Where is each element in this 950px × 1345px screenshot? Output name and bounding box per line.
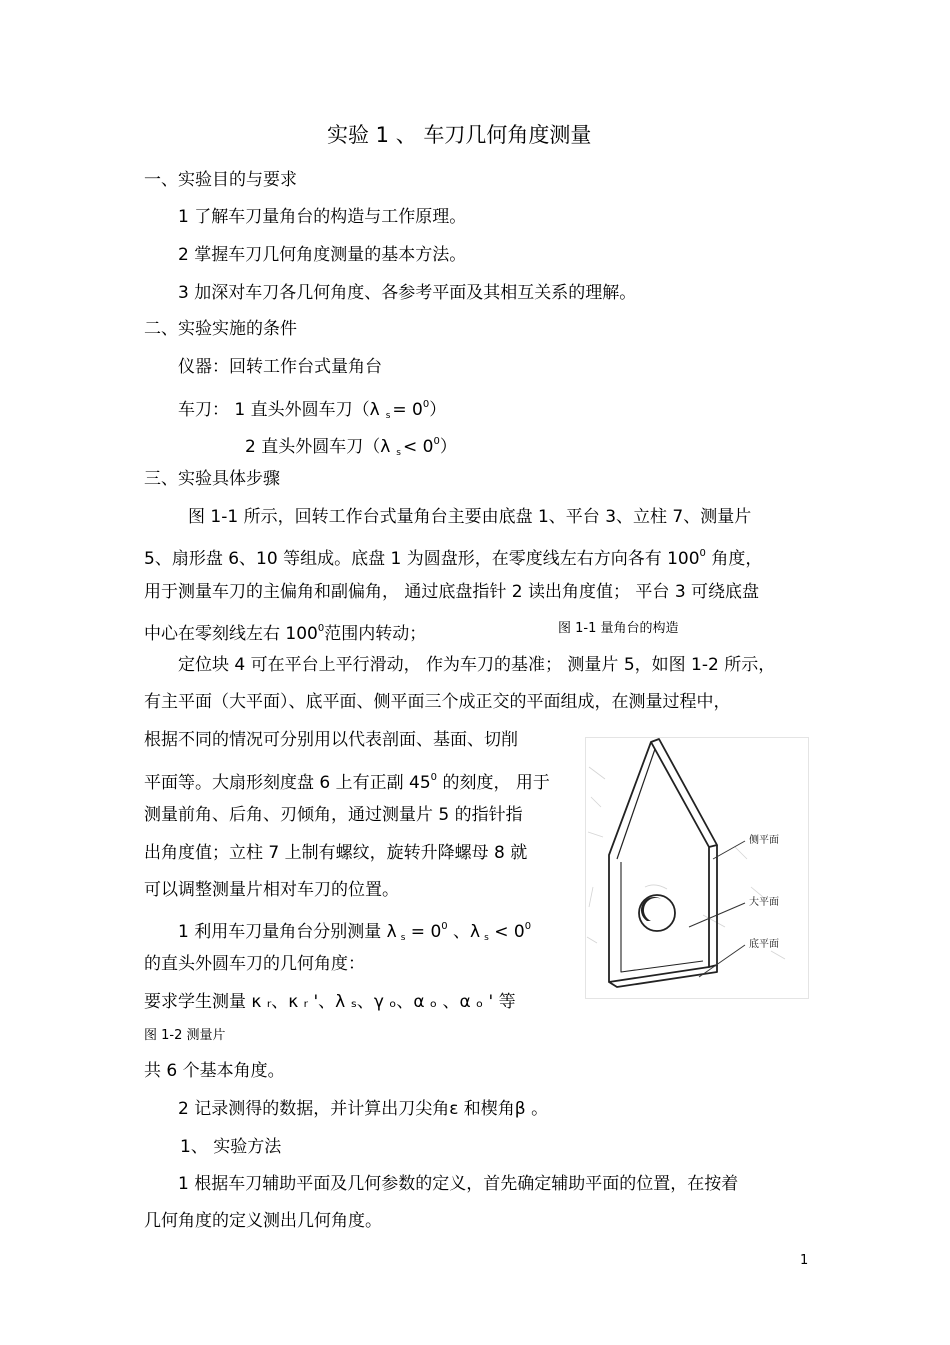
para-1-line-2-end: 角度， bbox=[705, 549, 763, 569]
para-4: 2 记录测得的数据，并计算出刀尖角ε 和楔角β 。 bbox=[178, 1099, 549, 1119]
objective-item-2: 2 掌握车刀几何角度测量的基本方法。 bbox=[178, 245, 467, 265]
para-3-line-1-sup-2: 0 bbox=[524, 921, 532, 932]
method-heading: 1、 实验方法 bbox=[180, 1137, 282, 1157]
figure-1-2-caption: 图 1-2 测量片 bbox=[144, 1028, 226, 1043]
para-3-line-2: 的直头外圆车刀的几何角度： bbox=[144, 954, 365, 974]
para-2-line-3: 根据不同的情况可分别用以代表剖面、基面、切削 bbox=[144, 730, 518, 750]
figure-1-1-caption: 图 1-1 量角台的构造 bbox=[558, 621, 679, 636]
tool-line-2-superscript: 0 bbox=[433, 436, 440, 447]
para-1-line-1: 图 1-1 所示，回转工作台式量角台主要由底盘 1、平台 3、立柱 7、测量片 bbox=[188, 507, 752, 527]
para-2-line-6: 出角度值；立柱 7 上制有螺纹，旋转升降螺母 8 就 bbox=[144, 843, 528, 863]
tool-line-2-subscript: s bbox=[396, 448, 401, 458]
tool-line-2-value: < 0 bbox=[402, 437, 434, 457]
para-3-line-3: 要求学生测量 κ ᵣ、κ ᵣ '、λ ₛ、γ ₒ、α ₒ 、α ₒ ' 等 bbox=[144, 992, 516, 1012]
para-1-line-4 bbox=[144, 619, 426, 644]
tool-line-1-superscript: 0 bbox=[422, 399, 430, 410]
tool-line-1-subscript: s bbox=[385, 411, 391, 421]
para-1-line-4-superscript: 0 bbox=[317, 623, 325, 634]
tool-line-2 bbox=[245, 432, 457, 463]
para-1-line-2-text: 5、扇形盘 6、10 等组成。底盘 1 为圆盘形，在零度线左右方向各有 100 bbox=[144, 549, 700, 569]
para-2-line-4 bbox=[144, 768, 550, 793]
page-title: 实验 1 、 车刀几何角度测量 bbox=[327, 123, 592, 147]
tool-line-2-close: ） bbox=[439, 437, 457, 457]
para-2-line-2: 有主平面（大平面）、底平面、侧平面三个成正交的平面组成，在测量过程中， bbox=[144, 692, 731, 712]
para-1-line-3: 用于测量车刀的主偏角和副偏角， 通过底盘指针 2 读出角度值； 平台 3 可绕底盘 bbox=[144, 582, 760, 602]
bottom-face-label: 底平面 bbox=[749, 939, 779, 950]
para-2-line-7: 可以调整测量片相对车刀的位置。 bbox=[144, 880, 399, 900]
objective-item-1: 1 了解车刀量角台的构造与工作原理。 bbox=[178, 207, 467, 227]
tool-line-2-text: 2 直头外圆车刀（λ bbox=[245, 437, 391, 457]
para-3-line-1-sup-1: 0 bbox=[441, 921, 448, 932]
para-2-line-5: 测量前角、后角、刃倾角，通过测量片 5 的指针指 bbox=[144, 805, 523, 825]
para-2-line-4-end: 的刻度， 用于 bbox=[437, 773, 550, 793]
para-1-line-2-superscript: 0 bbox=[699, 548, 706, 559]
side-face-label: 侧平面 bbox=[749, 835, 779, 846]
para-1-line-4-text: 中心在零刻线左右 100 bbox=[144, 624, 318, 644]
instrument-line: 仪器：回转工作台式量角台 bbox=[178, 357, 382, 377]
section-3-heading: 三、实验具体步骤 bbox=[144, 469, 280, 489]
main-face-label: 大平面 bbox=[749, 897, 779, 908]
tool-line-1 bbox=[178, 395, 446, 426]
para-3-line-1-value-1: = 0 bbox=[405, 922, 442, 942]
para-2-line-4-superscript: 0 bbox=[430, 772, 438, 783]
tool-line-1-text: 车刀： 1 直头外圆车刀（λ bbox=[178, 400, 380, 420]
para-5-line-1: 1 根据车刀辅助平面及几何参数的定义，首先确定辅助平面的位置，在按着 bbox=[178, 1174, 739, 1194]
page-number: 1 bbox=[800, 1253, 809, 1268]
measuring-blade-figure bbox=[585, 737, 809, 999]
para-3-line-1 bbox=[178, 917, 531, 948]
section-1-heading: 一、实验目的与要求 bbox=[144, 170, 297, 190]
para-1-line-2 bbox=[144, 544, 762, 569]
para-3-line-1-value-2: < 0 bbox=[488, 922, 525, 942]
section-2-heading: 二、实验实施的条件 bbox=[144, 319, 297, 339]
para-5-line-2: 几何角度的定义测出几何角度。 bbox=[144, 1211, 382, 1231]
para-3-line-1-text: 1 利用车刀量角台分别测量 λ bbox=[178, 922, 397, 942]
para-3-line-1-sub-1: s bbox=[400, 933, 406, 943]
para-3-line-1-sub-2: s bbox=[484, 933, 489, 943]
para-2-line-4-text: 平面等。大扇形刻度盘 6 上有正副 45 bbox=[144, 773, 431, 793]
para-2-line-1: 定位块 4 可在平台上平行滑动， 作为车刀的基准； 测量片 5，如图 1-2 所示， bbox=[178, 655, 776, 675]
tool-line-1-close: ） bbox=[429, 400, 447, 420]
para-1-line-4-end: 范围内转动； bbox=[324, 624, 427, 644]
objective-item-3: 3 加深对车刀各几何角度、各参考平面及其相互关系的理解。 bbox=[178, 283, 637, 303]
tool-line-1-value: = 0 bbox=[392, 400, 423, 420]
para-3-line-1-mid: 、λ bbox=[447, 922, 481, 942]
para-3-line-4: 共 6 个基本角度。 bbox=[144, 1061, 285, 1081]
